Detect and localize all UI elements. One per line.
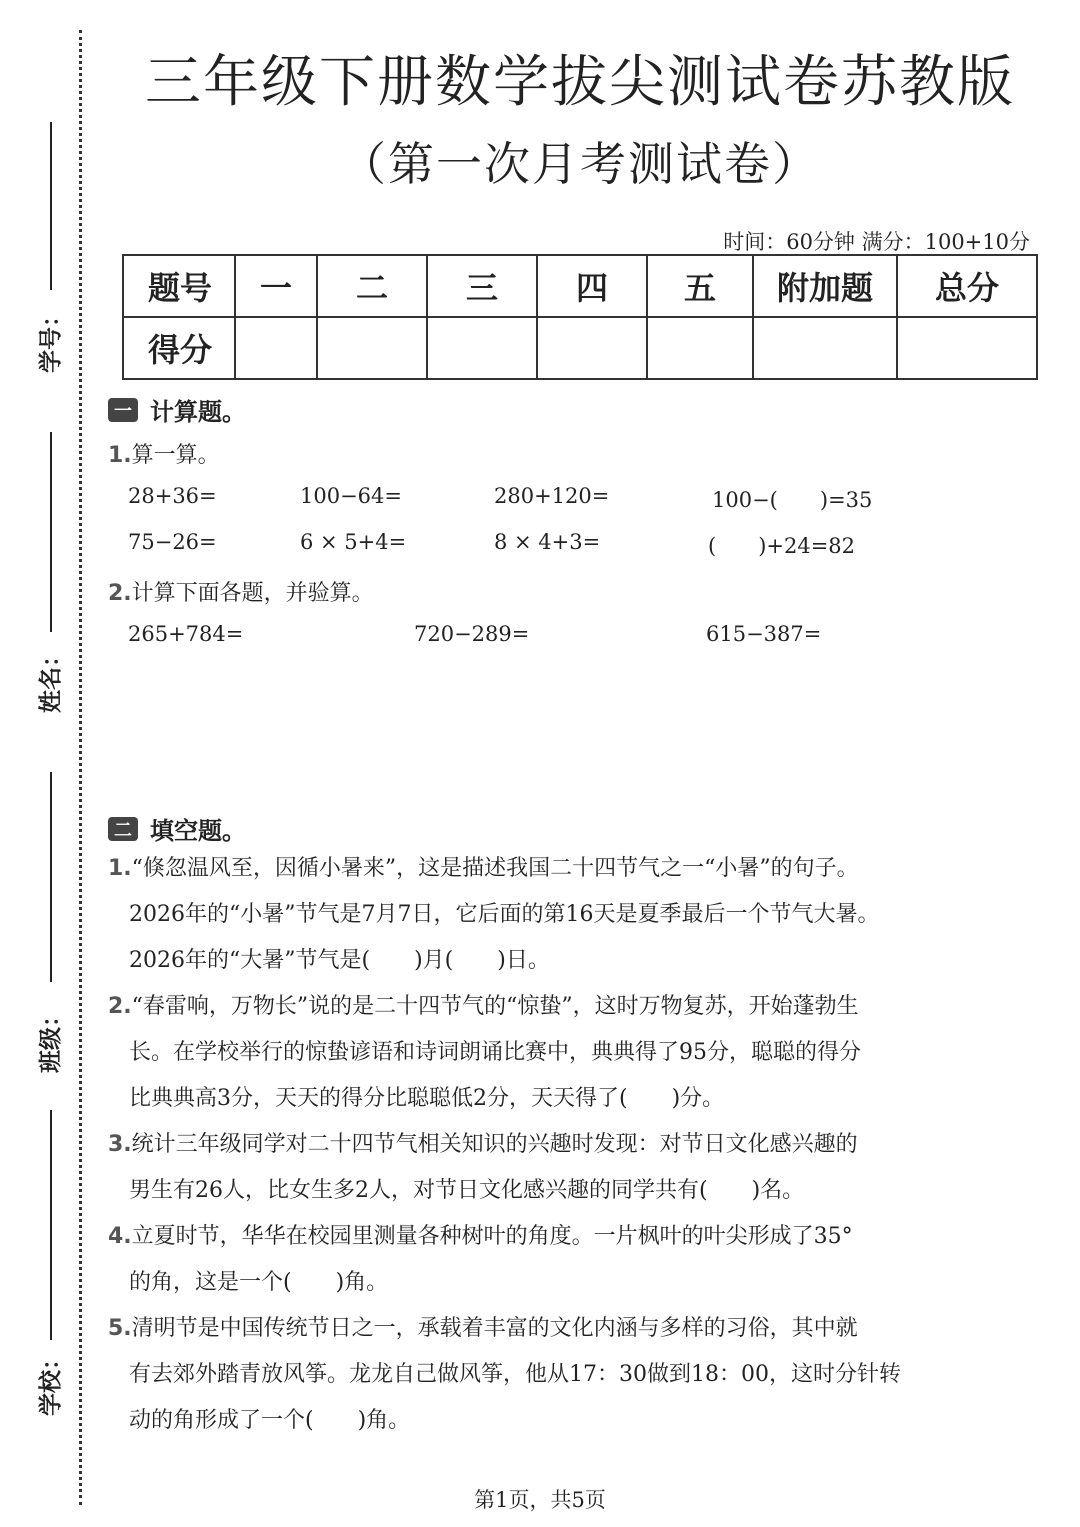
- calc-item: 615−387=: [706, 622, 822, 646]
- section-2-heading: [108, 811, 246, 846]
- calc-item: ( )+24=82: [708, 534, 856, 558]
- score-cell[interactable]: [427, 317, 537, 379]
- header-cell: 总分: [897, 255, 1037, 317]
- calc-item: 280+120=: [494, 484, 610, 508]
- calc-item: 75−26=: [128, 530, 217, 554]
- question-line: “春雷响，万物长”说的是二十四节气的“惊蛰”，这时万物复苏，开始蓬勃生: [131, 994, 859, 1019]
- header-cell: 五: [647, 255, 753, 317]
- section-title: 计算题。: [150, 398, 246, 426]
- fill-question-2: [108, 984, 1008, 1122]
- score-cell[interactable]: [753, 317, 897, 379]
- name-label: 姓名：: [38, 644, 64, 713]
- header-cell: 三: [427, 255, 537, 317]
- score-table-header-row: [123, 255, 1037, 317]
- section-number-badge: 一: [108, 398, 138, 422]
- section-title: 填空题。: [150, 817, 246, 845]
- question-line: “倏忽温风至，因循小暑来”，这是描述我国二十四节气之一“小暑”的句子。: [131, 856, 859, 881]
- question-number: 3.: [108, 1132, 132, 1157]
- question-line: 统计三年级同学对二十四节气相关知识的兴趣时发现：对节日文化感兴趣的: [131, 1132, 858, 1157]
- fill-question-1: [108, 846, 1008, 984]
- class-label: 班级：: [38, 1004, 64, 1073]
- header-cell: 题号: [123, 255, 235, 317]
- question-line: 立夏时节，华华在校园里测量各种树叶的角度。一片枫叶的叶尖形成了35°: [131, 1224, 853, 1249]
- page-footer: 第1页，共5页: [474, 1488, 606, 1512]
- fill-question-5: [108, 1306, 1008, 1444]
- student-no-label: 学号：: [38, 304, 64, 373]
- question-text: 计算下面各题，并验算。: [131, 581, 374, 606]
- question-text: 算一算。: [131, 443, 220, 468]
- calc-item: 720−289=: [414, 622, 530, 646]
- score-row-label: 得分: [123, 317, 235, 379]
- fill-question-3: [108, 1122, 1008, 1214]
- question-line: 动的角形成了一个( )角。: [129, 1408, 411, 1433]
- question-line: 的角，这是一个( )角。: [129, 1270, 389, 1295]
- question-number: 2.: [108, 581, 132, 606]
- question-number: 5.: [108, 1316, 132, 1341]
- header-cell: 二: [317, 255, 427, 317]
- question-line: 比典典高3分，天天的得分比聪聪低2分，天天得了( )分。: [129, 1086, 725, 1111]
- header-cell: 一: [235, 255, 317, 317]
- section-1-heading: [108, 392, 246, 427]
- question-line: 长。在学校举行的惊蛰谚语和诗词朗诵比赛中，典典得了95分，聪聪的得分: [129, 1040, 861, 1065]
- calc-item: 100−( )=35: [712, 488, 873, 512]
- score-table-score-row: [123, 317, 1037, 379]
- calc-item: 8 × 4+3=: [494, 530, 601, 554]
- question-number: 4.: [108, 1224, 132, 1249]
- question-number: 1.: [108, 856, 132, 881]
- score-cell[interactable]: [897, 317, 1037, 379]
- calc-item: 265+784=: [128, 622, 244, 646]
- calc-item: 28+36=: [128, 484, 217, 508]
- question-number: 1.: [108, 443, 132, 468]
- calc-item: 100−64=: [300, 484, 402, 508]
- score-cell[interactable]: [317, 317, 427, 379]
- question-line: 2026年的“大暑”节气是( )月( )日。: [129, 948, 550, 973]
- class-line: [50, 772, 52, 982]
- exam-info: 时间：60分钟 满分：100+10分: [723, 230, 1030, 254]
- question-line: 有去郊外踏青放风筝。龙龙自己做风筝，他从17：30做到18：00，这时分针转: [129, 1362, 901, 1387]
- school-line: [50, 1110, 52, 1340]
- school-label: 学校：: [38, 1347, 64, 1416]
- question-number: 2.: [108, 994, 132, 1019]
- fill-question-4: [108, 1214, 1008, 1306]
- question-1-2: [108, 576, 374, 607]
- name-line: [50, 432, 52, 632]
- question-1-1: [108, 438, 220, 469]
- section-number-badge: 二: [108, 817, 138, 841]
- header-cell: 附加题: [753, 255, 897, 317]
- score-cell[interactable]: [537, 317, 647, 379]
- binding-dotted-line: [79, 30, 82, 1505]
- score-table: [122, 254, 1038, 380]
- page-subtitle: （第一次月考测试卷）: [340, 137, 820, 191]
- header-cell: 四: [537, 255, 647, 317]
- question-line: 2026年的“小暑”节气是7月7日，它后面的第16天是夏季最后一个节气大暑。: [129, 902, 880, 927]
- question-line: 男生有26人，比女生多2人，对节日文化感兴趣的同学共有( )名。: [129, 1178, 805, 1203]
- page-title: 三年级下册数学拔尖测试卷苏教版: [145, 50, 1015, 115]
- question-line: 清明节是中国传统节日之一，承载着丰富的文化内涵与多样的习俗，其中就: [131, 1316, 858, 1341]
- score-cell[interactable]: [647, 317, 753, 379]
- score-cell[interactable]: [235, 317, 317, 379]
- calc-item: 6 × 5+4=: [300, 530, 407, 554]
